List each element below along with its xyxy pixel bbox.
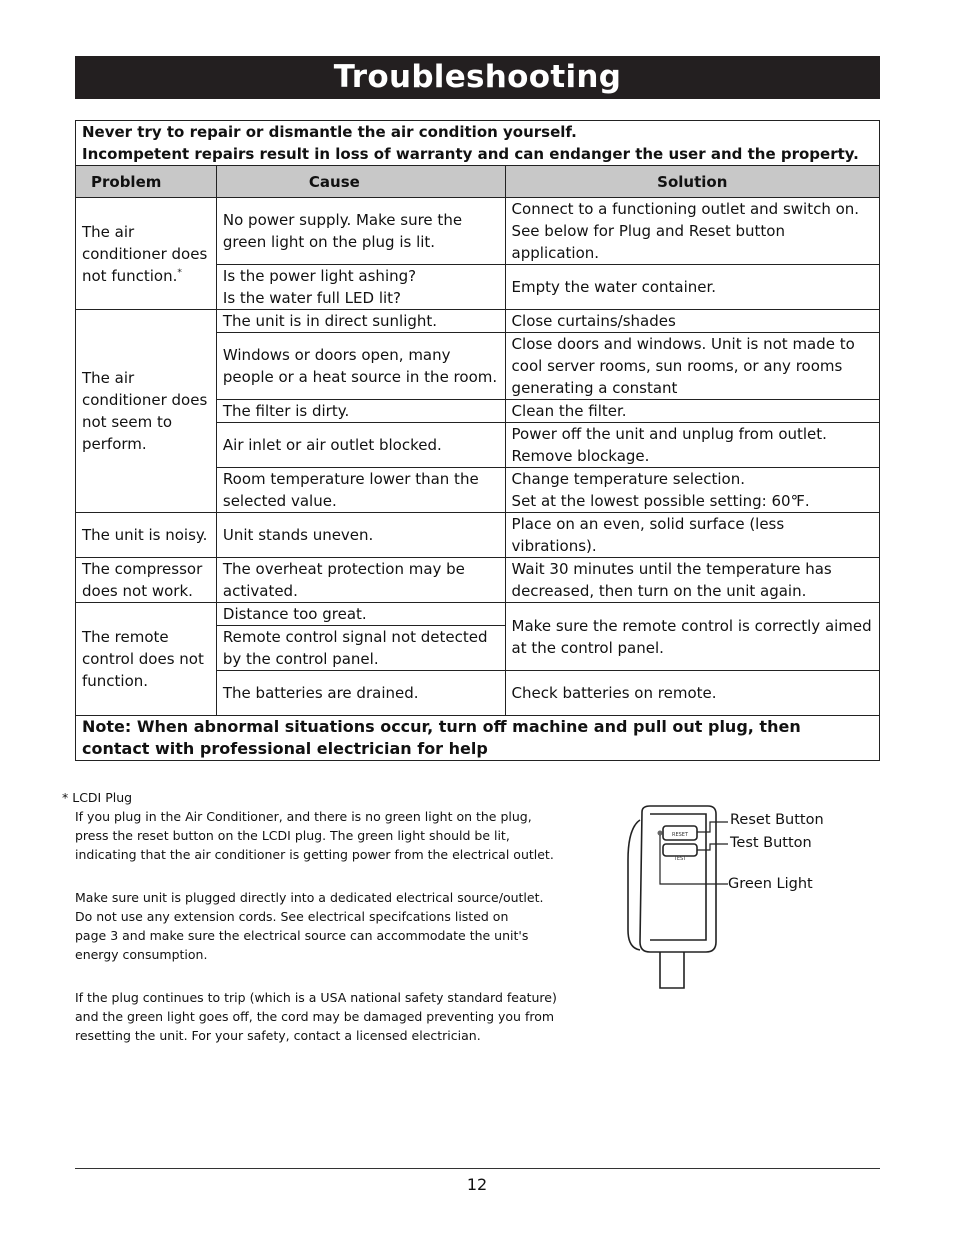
cause-cell: Remote control signal not detected by the control panel. <box>216 626 505 671</box>
lcdi-footnote <box>62 788 582 1045</box>
problem-cell: The compressor does not work. <box>76 558 217 603</box>
solution-cell <box>505 468 879 513</box>
footnote-line: page 3 and make sure the electrical source can accommodate the unit's <box>75 928 529 943</box>
solution-line: Change temperature selection. <box>511 470 745 488</box>
solution-line: Set at the lowest possible setting: 60℉. <box>511 492 810 510</box>
cause-cell <box>216 265 505 310</box>
cause-line: Is the power light ashing? <box>222 267 417 285</box>
problem-text: The air conditioner does not function. <box>82 222 208 285</box>
warning-row <box>76 121 880 166</box>
cause-cell: The overheat protection may be activated. <box>216 558 505 603</box>
plug-illustration <box>620 800 860 995</box>
solution-cell: Close curtains/shades <box>505 310 879 333</box>
cause-cell: No power supply. Make sure the green light on the plug is lit. <box>216 198 505 265</box>
solution-line: Power off the unit and unplug from outlet. <box>511 425 827 443</box>
cause-cell: The batteries are drained. <box>216 671 505 716</box>
title-bar <box>75 56 880 99</box>
problem-cell: The unit is noisy. <box>76 513 217 558</box>
solution-cell: Place on an even, solid surface (less vibrations). <box>505 513 879 558</box>
test-button-label: Test Button <box>730 835 812 851</box>
solution-cell: Close doors and windows. Unit is not made to cool server rooms, sun rooms, or any rooms generating a constant <box>505 333 879 400</box>
troubleshooting-table <box>75 120 880 761</box>
table-row <box>76 558 880 603</box>
table-row <box>76 603 880 626</box>
header-cause: Cause <box>216 166 505 198</box>
test-button-text: TEST <box>673 856 687 862</box>
footnote-line: and the green light goes off, the cord may be damaged preventing you from <box>75 1009 555 1024</box>
page-number: 12 <box>466 1175 488 1194</box>
table-row <box>76 198 880 265</box>
reset-button-label: Reset Button <box>730 812 824 828</box>
table-row <box>76 310 880 333</box>
cause-cell: The filter is dirty. <box>216 400 505 423</box>
solution-cell: Connect to a functioning outlet and switch on. See below for Plug and Reset button application. <box>505 198 879 265</box>
cause-line: Is the water full LED lit? <box>222 289 402 307</box>
solution-cell <box>505 423 879 468</box>
problem-cell <box>76 198 217 310</box>
footnote-line: If the plug continues to trip (which is a USA national safety standard feature) <box>75 990 557 1005</box>
solution-cell: Check batteries on remote. <box>505 671 879 716</box>
solution-cell: Empty the water container. <box>505 265 879 310</box>
cause-cell: Distance too great. <box>216 603 505 626</box>
footnote-heading: * LCDI Plug <box>62 790 133 805</box>
lcdi-plug-diagram <box>620 800 860 995</box>
header-problem: Problem <box>76 166 217 198</box>
table-row <box>76 513 880 558</box>
solution-cell: Clean the filter. <box>505 400 879 423</box>
green-light-indicator <box>658 831 663 836</box>
page-title: Troubleshooting <box>333 59 622 95</box>
footnote-line: indicating that the air conditioner is getting power from the electrical outlet. <box>75 847 554 862</box>
cause-cell: Room temperature lower than the selected value. <box>216 468 505 513</box>
note-cell: Note: When abnormal situations occur, turn off machine and pull out plug, then contact with professional electrician for help <box>76 716 880 761</box>
footnote-line: Make sure unit is plugged directly into a dedicated electrical source/outlet. <box>75 890 544 905</box>
cause-cell: The unit is in direct sunlight. <box>216 310 505 333</box>
solution-cell: Make sure the remote control is correctly aimed at the control panel. <box>505 603 879 671</box>
footnote-mark: * <box>177 267 182 278</box>
warning-line-2: Incompetent repairs result in loss of warranty and can endanger the user and the property. <box>82 145 859 163</box>
warning-line-1: Never try to repair or dismantle the air condition yourself. <box>82 123 577 141</box>
cause-cell: Air inlet or air outlet blocked. <box>216 423 505 468</box>
footnote-line: Do not use any extension cords. See electrical specifcations listed on <box>75 909 509 924</box>
note-row <box>76 716 880 761</box>
footnote-line: resetting the unit. For your safety, contact a licensed electrician. <box>75 1028 481 1043</box>
cause-cell: Windows or doors open, many people or a heat source in the room. <box>216 333 505 400</box>
warning-cell <box>76 121 880 166</box>
problem-cell: The remote control does not function. <box>76 603 217 716</box>
footnote-line: If you plug in the Air Conditioner, and there is no green light on the plug, <box>75 809 532 824</box>
problem-cell: The air conditioner does not seem to perform. <box>76 310 217 513</box>
footer-divider <box>75 1168 880 1169</box>
header-solution: Solution <box>505 166 879 198</box>
solution-cell: Wait 30 minutes until the temperature has decreased, then turn on the unit again. <box>505 558 879 603</box>
solution-line: Remove blockage. <box>511 447 650 465</box>
reset-button-text: RESET <box>671 832 689 838</box>
footnote-line: press the reset button on the LCDI plug. The green light should be lit, <box>75 828 510 843</box>
cause-cell: Unit stands uneven. <box>216 513 505 558</box>
footnote-line: energy consumption. <box>75 947 208 962</box>
header-row <box>76 166 880 198</box>
green-light-label: Green Light <box>728 876 813 892</box>
